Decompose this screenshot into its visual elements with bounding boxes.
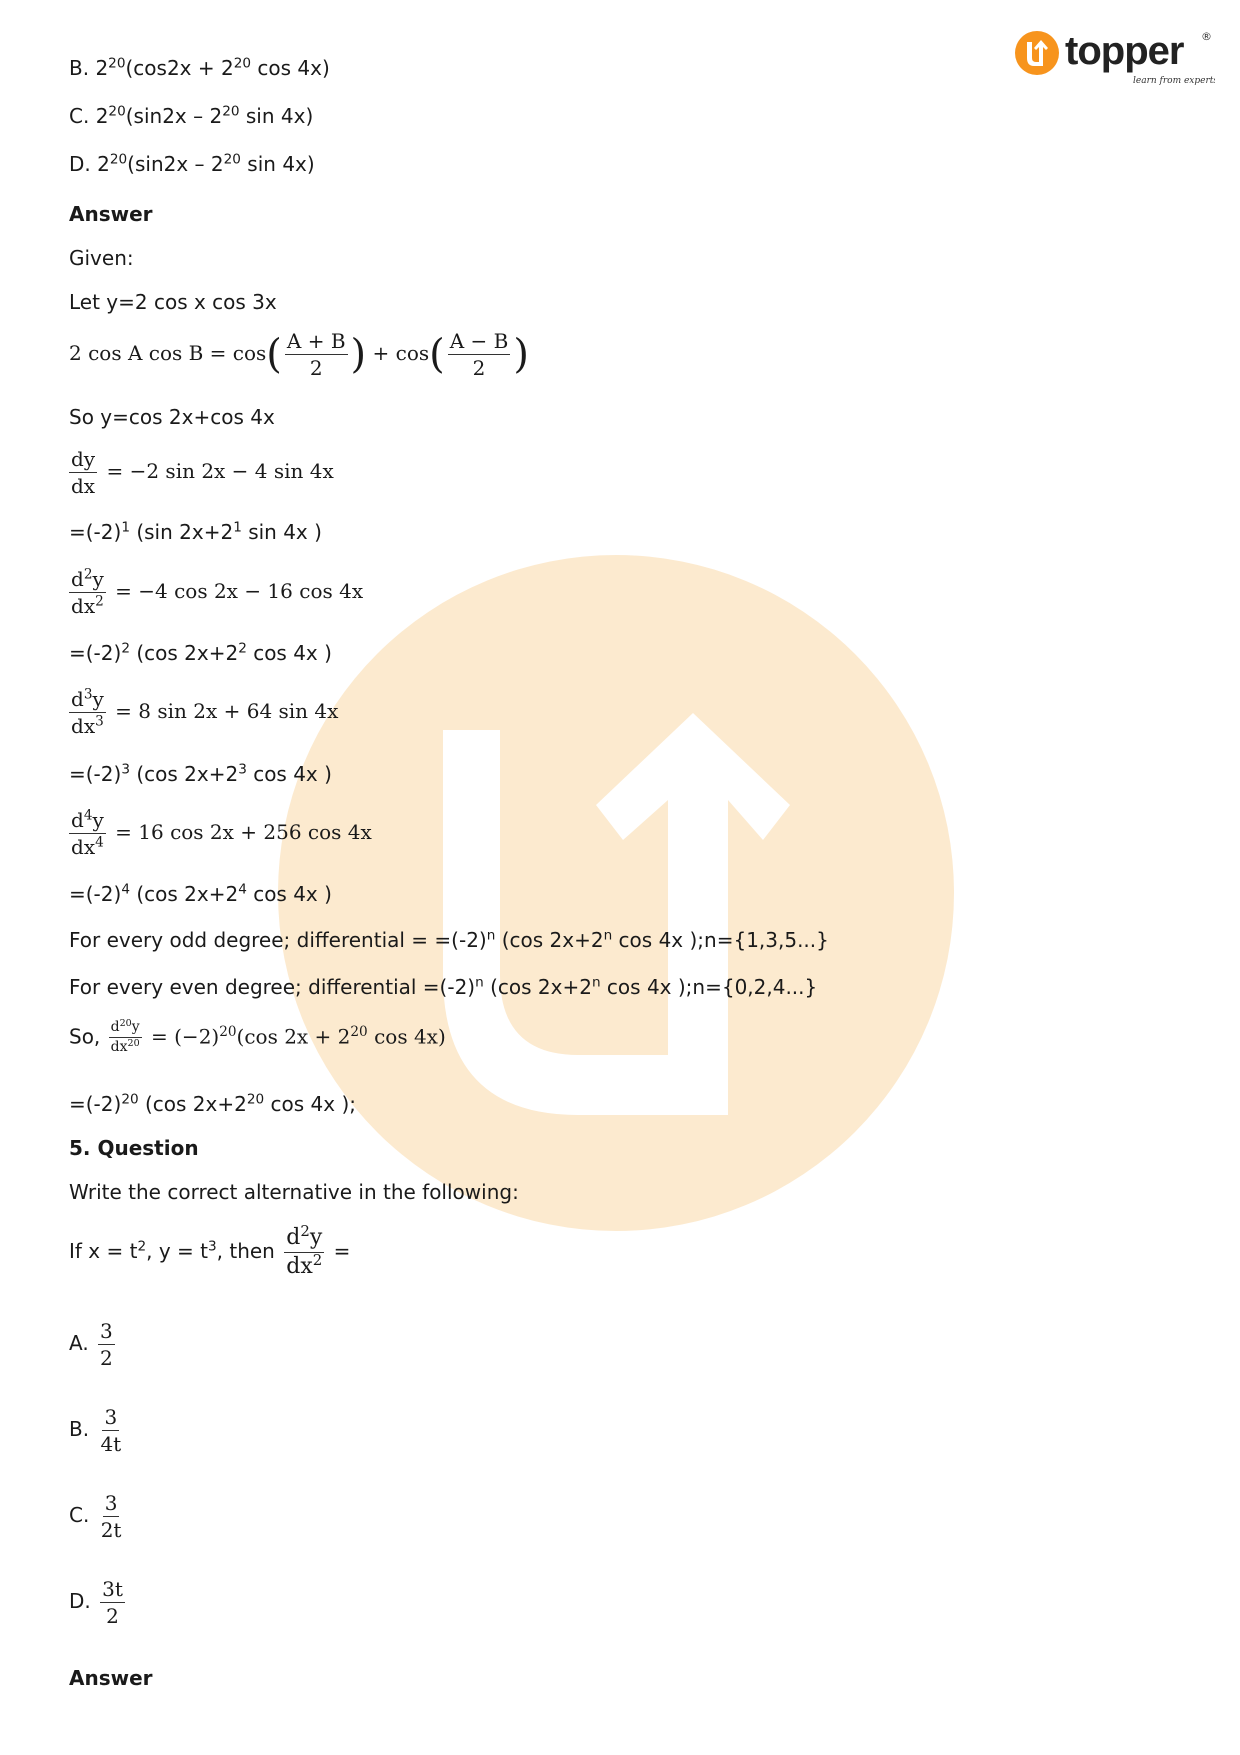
question-5-prompt: Write the correct alternative in the following: <box>69 1180 519 1204</box>
question-5-stem: If $x = t^2$, $y = t^3$, then $\frac{d^2y}{dx^2}$ = <box>69 1221 351 1280</box>
product-identity-formula: 2 cos A cos B = cos( $\frac{A + B}{2}$ ) + cos( $\frac{A - B}{2}$ ) <box>69 329 529 380</box>
watermark-logo-icon <box>278 555 954 1231</box>
option-d: D. $2^{20}(\sin 2x - 2^{20}$ sin 4x) <box>69 151 315 176</box>
second-derivative-formula: $\frac{d^2y}{dx^2}$ = −4 cos 2x − 16 cos 4x <box>71 566 364 618</box>
topper-logo <box>1015 28 1215 93</box>
answer-heading: Answer <box>69 1666 153 1690</box>
third-derivative-formula: $\frac{d^3y}{dx^3}$ = 8 sin 2x + 64 sin 4x <box>71 686 339 738</box>
option-b: B. $\frac{3}{4t}$ <box>69 1405 122 1456</box>
second-derivative-pattern: $=(-2)^2$ (cos $2x+2^2$ cos 4x ) <box>69 640 332 665</box>
fourth-derivative-pattern: $=(-2)^4$ (cos $2x+2^4$ cos 4x ) <box>69 881 332 906</box>
let-y-text: Let y=2 cos x cos 3x <box>69 290 277 314</box>
answer-heading: Answer <box>69 202 153 226</box>
twentieth-derivative-formula: So, $\frac{d^{20}y}{dx^{20}}$ = $(-2)^{20}(\cos$ $2x + 2^{20}$ cos 4x) <box>69 1017 446 1056</box>
so-y-text: So y=cos 2x+cos 4x <box>69 405 275 429</box>
option-a: A. $\frac{3}{2}$ <box>69 1319 113 1370</box>
question-5-heading: 5. Question <box>69 1136 199 1160</box>
svg-text:topper: topper <box>1065 29 1184 73</box>
even-degree-rule: For every even degree; differential $=(-2)^n$ (cos $2x+2^n$ cos 4x );n={0,2,4...} <box>69 974 818 999</box>
svg-text:learn from experts: learn from experts <box>1133 76 1215 86</box>
option-c: C. $2^{20}(\sin 2x - 2^{20}$ sin 4x) <box>69 103 314 128</box>
first-derivative-formula: $\frac{dy}{dx}$ = −2 sin 2x − 4 sin 4x <box>71 447 334 498</box>
option-b: B. $2^{20}(\cos 2x + 2^{20}$ cos 4x) <box>69 55 330 80</box>
third-derivative-pattern: $=(-2)^3$ (cos $2x+2^3$ cos 4x ) <box>69 761 332 786</box>
option-d: D. $\frac{3t}{2}$ <box>69 1577 123 1628</box>
svg-text:®: ® <box>1201 30 1212 43</box>
fourth-derivative-formula: $\frac{d^4y}{dx^4}$ = 16 cos 2x + 256 cos 4x <box>71 807 372 859</box>
twentieth-derivative-pattern: $=(-2)^{20}$ (cos $2x+2^{20}$ cos 4x ); <box>69 1091 356 1116</box>
odd-degree-rule: For every odd degree; differential = $=(-2)^n$ (cos $2x+2^n$ cos 4x );n={1,3,5...} <box>69 927 829 952</box>
topper-logo-icon <box>1015 28 1215 88</box>
option-c: C. $\frac{3}{2t}$ <box>69 1491 122 1542</box>
first-derivative-pattern: $=(-2)^1$ (sin $2x+2^1$ sin 4x ) <box>69 519 322 544</box>
given-text: Given: <box>69 246 134 270</box>
